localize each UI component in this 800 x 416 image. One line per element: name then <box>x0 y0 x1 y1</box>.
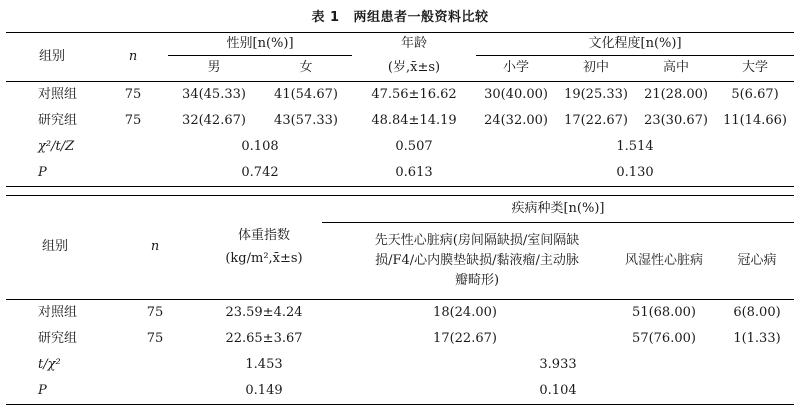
row-bmi: 23.59±4.24 <box>225 304 303 320</box>
row-group: 对照组 <box>38 304 78 320</box>
p-label: P <box>38 382 47 398</box>
p-row <box>6 160 794 187</box>
subheader-chd: 冠心病 <box>737 252 777 268</box>
header-group: 组别 <box>41 239 68 255</box>
header-bmi-label: 体重指数 <box>237 228 290 244</box>
subheader-primary: 小学 <box>503 60 530 76</box>
table-number: 表 1 <box>311 10 340 25</box>
header-group: 组别 <box>38 48 65 64</box>
row-n: 75 <box>124 112 142 128</box>
table-row <box>6 108 794 134</box>
header-gender: 性别[n(%)] <box>168 33 352 56</box>
header-n: n <box>150 239 160 255</box>
header-bmi-unit: (kg/m²,x̄±s) <box>225 250 303 266</box>
subheader-male: 男 <box>207 60 221 76</box>
stat-bmi: 1.453 <box>245 356 283 372</box>
p-education: 0.130 <box>616 164 654 180</box>
row-group: 对照组 <box>38 86 78 102</box>
stat-label: χ²/t/Z <box>38 138 75 154</box>
subheader-senior: 高中 <box>663 60 690 76</box>
row-group: 研究组 <box>38 112 78 128</box>
table-row <box>6 82 794 109</box>
subheader-rheumatic: 风湿性心脏病 <box>624 252 703 268</box>
row-n: 75 <box>124 86 142 102</box>
table-caption <box>0 6 800 25</box>
row-senior: 21(28.00) <box>644 86 708 102</box>
row-rheumatic: 57(76.00) <box>632 330 696 346</box>
header-row <box>6 33 794 56</box>
row-primary: 24(32.00) <box>484 112 548 128</box>
header-education: 文化程度[n(%)] <box>476 33 794 56</box>
row-junior: 19(25.33) <box>564 86 628 102</box>
table-row <box>6 300 794 327</box>
header-row <box>6 196 794 223</box>
subheader-college: 大学 <box>742 60 769 76</box>
p-disease: 0.104 <box>539 382 577 398</box>
row-bmi: 22.65±3.67 <box>225 330 303 346</box>
general-info-table-1 <box>6 32 794 187</box>
general-info-table-2 <box>6 195 794 405</box>
subheader-congenital: 先天性心脏病(房间隔缺损/室间隔缺损/F4/心内膜垫缺损/黏液瘤/主动脉瓣畸形) <box>374 232 580 289</box>
stat-row <box>6 352 794 378</box>
row-primary: 30(40.00) <box>484 86 548 102</box>
row-male: 32(42.67) <box>182 112 246 128</box>
row-congenital: 17(22.67) <box>433 330 497 346</box>
row-chd: 6(8.00) <box>733 304 781 320</box>
stat-row <box>6 134 794 160</box>
row-group: 研究组 <box>38 330 78 346</box>
row-rheumatic: 51(68.00) <box>632 304 696 320</box>
stat-disease: 3.933 <box>539 356 577 372</box>
row-female: 43(57.33) <box>274 112 338 128</box>
p-bmi: 0.149 <box>245 382 283 398</box>
row-female: 41(54.67) <box>274 86 338 102</box>
row-n: 75 <box>146 304 164 320</box>
p-age: 0.613 <box>395 164 433 180</box>
subheader-female: 女 <box>299 60 313 76</box>
row-college: 5(6.67) <box>731 86 779 102</box>
p-gender: 0.742 <box>241 164 279 180</box>
row-college: 11(14.66) <box>723 112 787 128</box>
header-n: n <box>128 48 138 64</box>
row-age: 47.56±16.62 <box>371 86 457 102</box>
row-male: 34(45.33) <box>182 86 246 102</box>
p-row <box>6 378 794 405</box>
header-disease: 疾病种类[n(%)] <box>322 196 794 223</box>
stat-age: 0.507 <box>395 138 433 154</box>
header-age: 年龄 <box>401 36 428 52</box>
row-age: 48.84±14.19 <box>371 112 457 128</box>
stat-label: t/χ² <box>38 356 61 372</box>
header-age-unit: (岁,x̄±s) <box>387 60 441 76</box>
stat-education: 1.514 <box>616 138 654 154</box>
row-senior: 23(30.67) <box>644 112 708 128</box>
stat-gender: 0.108 <box>241 138 279 154</box>
row-congenital: 18(24.00) <box>433 304 497 320</box>
row-junior: 17(22.67) <box>564 112 628 128</box>
header-bmi <box>206 196 322 300</box>
subheader-junior: 初中 <box>583 60 610 76</box>
table-row <box>6 326 794 352</box>
table-title: 两组患者一般资料比较 <box>353 10 489 25</box>
row-chd: 1(1.33) <box>733 330 781 346</box>
row-n: 75 <box>146 330 164 346</box>
p-label: P <box>38 164 47 180</box>
